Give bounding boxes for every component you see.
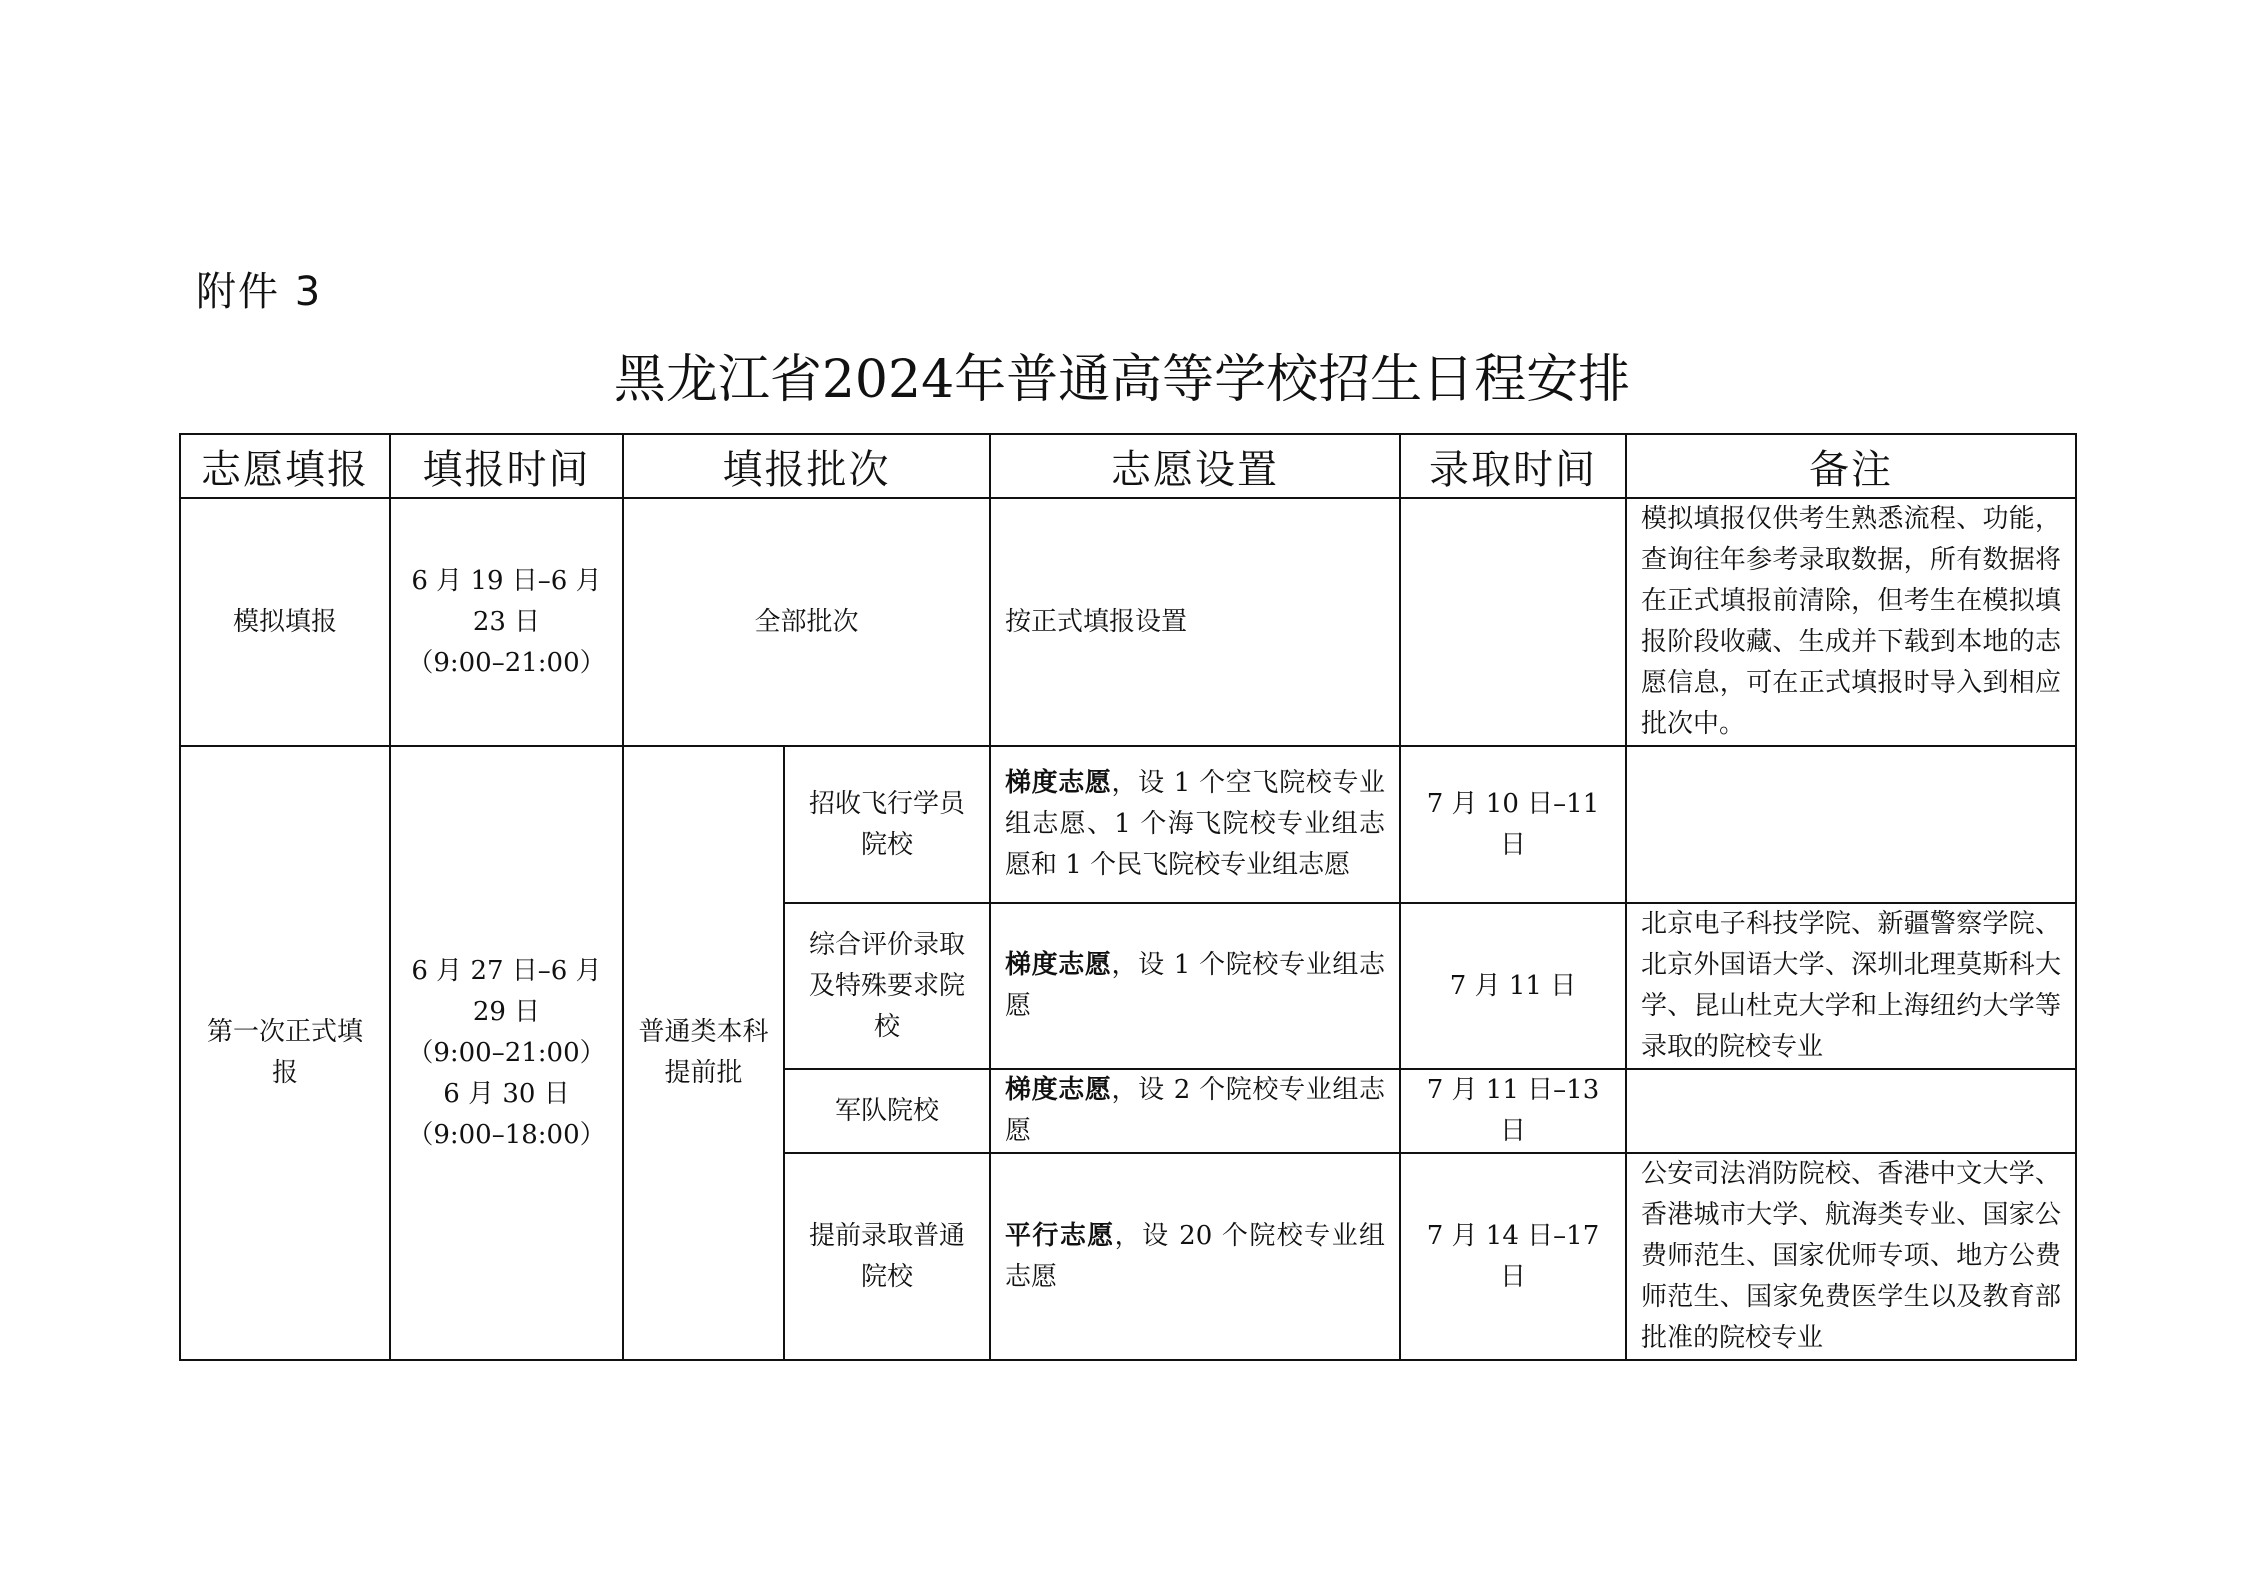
remarks: 北京电子科技学院、新疆警察学院、北京外国语大学、深圳北理莫斯科大学、昆山杜克大学和上海纽约大学等录取的院校专业 <box>1626 903 2076 1069</box>
header-admission-time: 录取时间 <box>1400 434 1626 498</box>
mock-type: 模拟填报 <box>180 498 390 746</box>
setting-type: 梯度志愿 <box>1005 768 1112 798</box>
mock-time-line3: （9:00–21:00） <box>407 647 606 678</box>
header-fill-type: 志愿填报 <box>180 434 390 498</box>
first-time-line4: 6 月 30 日 <box>443 1078 570 1109</box>
setting-type: 梯度志愿 <box>1005 950 1112 980</box>
setting-cell <box>990 1069 1400 1153</box>
mock-time-line2: 23 日 <box>472 606 541 637</box>
setting-cell <box>990 903 1400 1069</box>
first-time-line1: 6 月 27 日–6 月 <box>411 955 602 986</box>
setting-type: 梯度志愿 <box>1005 1075 1112 1105</box>
admission-time: 7 月 11 日–13 日 <box>1400 1069 1626 1153</box>
sub-batch: 提前录取普通院校 <box>784 1153 990 1360</box>
setting-cell <box>990 1153 1400 1360</box>
schedule-table <box>179 433 2077 1361</box>
header-fill-time: 填报时间 <box>390 434 623 498</box>
admission-time: 7 月 10 日–11 日 <box>1400 746 1626 903</box>
table-row <box>180 498 2076 746</box>
sub-batch: 招收飞行学员院校 <box>784 746 990 903</box>
attachment-label: 附件 3 <box>196 269 323 315</box>
setting-detail: ，设 1 个空飞院校专业组志愿、1 个海飞院校专业组志愿和 1 个民飞院校专业组志愿 <box>1005 768 1385 880</box>
setting-detail: ，设 2 个院校专业组志愿 <box>1005 1075 1385 1146</box>
first-time-line5: （9:00–18:00） <box>407 1119 606 1150</box>
setting-cell <box>990 746 1400 903</box>
admission-time: 7 月 11 日 <box>1400 903 1626 1069</box>
admission-time: 7 月 14 日–17 日 <box>1400 1153 1626 1360</box>
header-remarks: 备注 <box>1626 434 2076 498</box>
page-title: 黑龙江省2024年普通高等学校招生日程安排 <box>613 350 1631 410</box>
setting-detail: ，设 20 个院校专业组志愿 <box>1005 1220 1385 1292</box>
setting-type: 平行志愿 <box>1005 1220 1115 1251</box>
table-row <box>180 746 2076 903</box>
header-setting: 志愿设置 <box>990 434 1400 498</box>
mock-time <box>390 498 623 746</box>
sub-batch: 军队院校 <box>784 1069 990 1153</box>
first-type: 第一次正式填报 <box>180 746 390 1360</box>
first-batch: 普通类本科提前批 <box>623 746 784 1360</box>
setting-detail: ，设 1 个院校专业组志愿 <box>1005 950 1385 1021</box>
first-time <box>390 746 623 1360</box>
header-row <box>180 434 2076 498</box>
first-time-line3: （9:00–21:00） <box>407 1037 606 1068</box>
remarks <box>1626 1069 2076 1153</box>
mock-setting: 按正式填报设置 <box>990 498 1400 746</box>
remarks: 公安司法消防院校、香港中文大学、香港城市大学、航海类专业、国家公费师范生、国家优师专项、地方公费师范生、国家免费医学生以及教育部批准的院校专业 <box>1626 1153 2076 1360</box>
first-time-line2: 29 日 <box>472 996 541 1027</box>
header-batch: 填报批次 <box>623 434 990 498</box>
sub-batch: 综合评价录取及特殊要求院校 <box>784 903 990 1069</box>
remarks <box>1626 746 2076 903</box>
mock-batch: 全部批次 <box>623 498 990 746</box>
mock-time-line1: 6 月 19 日–6 月 <box>411 565 602 596</box>
mock-admission-time <box>1400 498 1626 746</box>
mock-remarks: 模拟填报仅供考生熟悉流程、功能，查询往年参考录取数据，所有数据将在正式填报前清除，但考生在模拟填报阶段收藏、生成并下载到本地的志愿信息，可在正式填报时导入到相应批次中。 <box>1626 498 2076 746</box>
